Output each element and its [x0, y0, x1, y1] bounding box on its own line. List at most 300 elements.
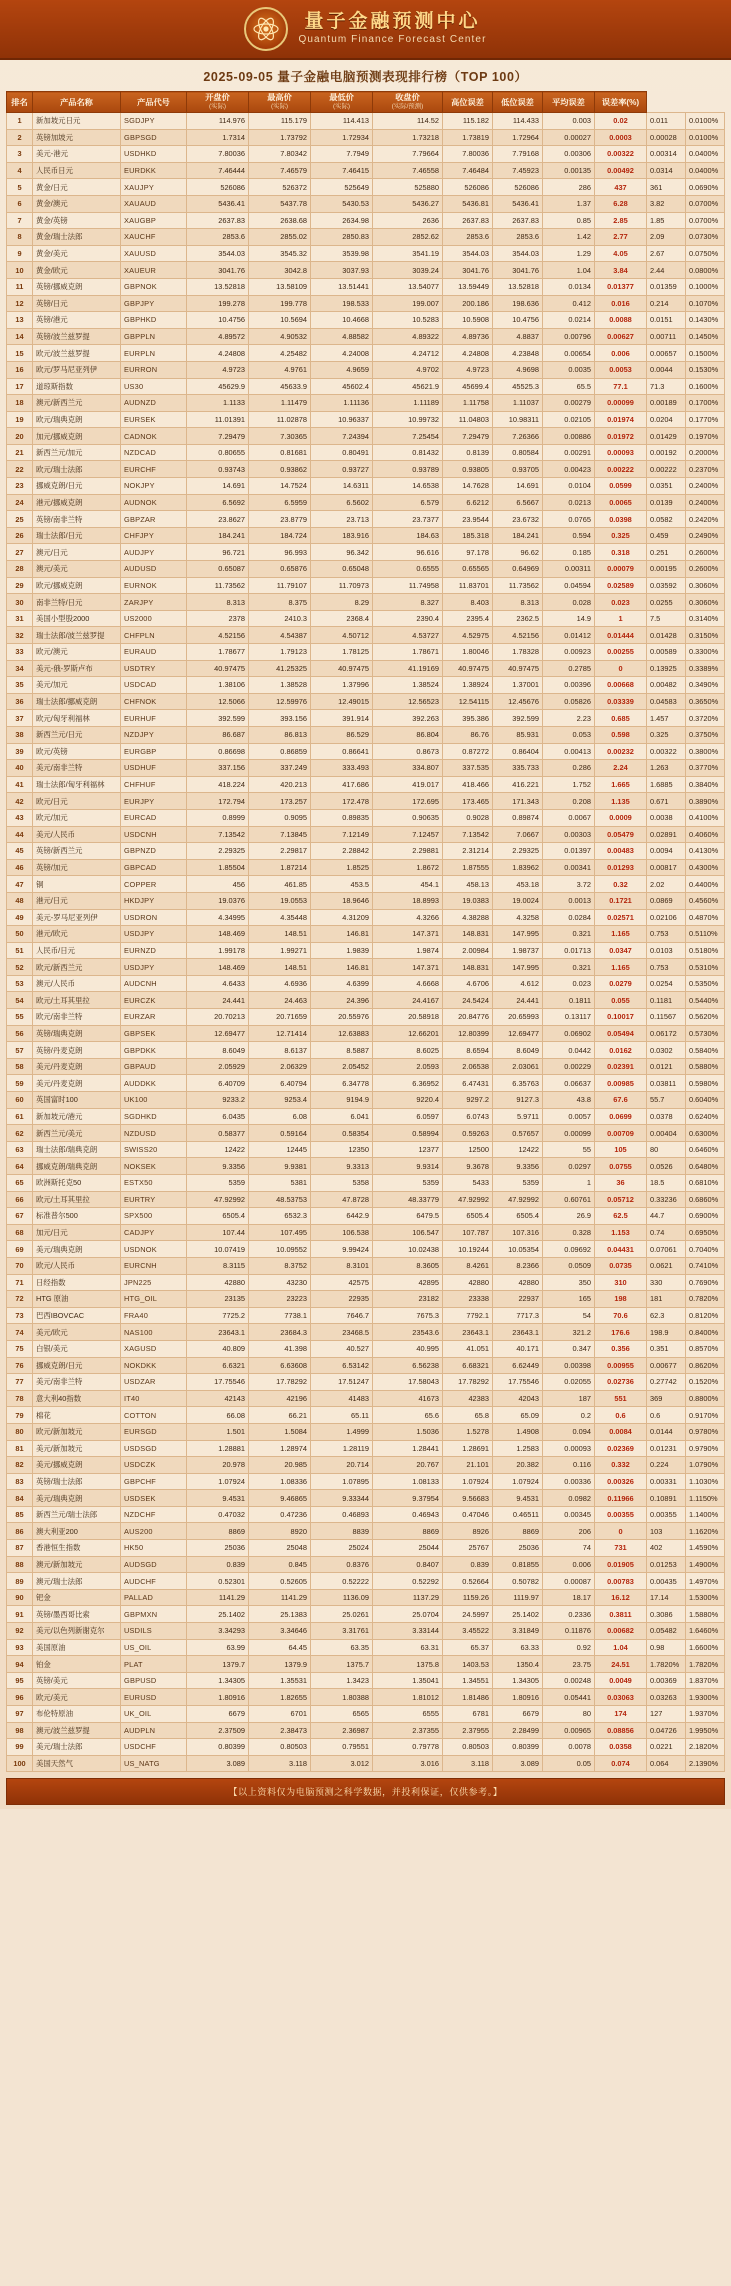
table-row[interactable] [7, 179, 725, 196]
cell-4: 66.21 [249, 1407, 311, 1424]
cell-7: 9297.2 [443, 1092, 493, 1109]
cell-7: 9.3678 [443, 1158, 493, 1175]
cell-11: 330 [647, 1274, 686, 1291]
cell-5: 146.81 [311, 926, 373, 943]
table-row[interactable] [7, 1407, 725, 1424]
cell-1: 钯金 [33, 1589, 121, 1606]
table-row[interactable] [7, 1739, 725, 1756]
table-row[interactable] [7, 494, 725, 511]
cell-11: 0.74 [647, 1224, 686, 1241]
cell-0: 81 [7, 1440, 33, 1457]
cell-1: 澳元/新加坡元 [33, 1556, 121, 1573]
cell-4: 1.08336 [249, 1473, 311, 1490]
cell-2: ZARJPY [121, 594, 187, 611]
column-header-0[interactable] [7, 92, 33, 113]
cell-9: 0.06637 [543, 1075, 595, 1092]
cell-4: 1.11479 [249, 395, 311, 412]
table-row[interactable] [7, 361, 725, 378]
column-header-3[interactable] [187, 92, 249, 113]
cell-5: 65.11 [311, 1407, 373, 1424]
cell-11: 0.00222 [647, 461, 686, 478]
table-row[interactable] [7, 677, 725, 694]
table-row[interactable] [7, 843, 725, 860]
cell-0: 14 [7, 328, 33, 345]
table-row[interactable] [7, 876, 725, 893]
table-row[interactable] [7, 278, 725, 295]
table-row[interactable] [7, 328, 725, 345]
table-row[interactable] [7, 195, 725, 212]
cell-0: 23 [7, 478, 33, 495]
table-row[interactable] [7, 1075, 725, 1092]
table-row[interactable] [7, 1457, 725, 1474]
cell-4: 3.34646 [249, 1623, 311, 1640]
cell-3: 4.89572 [187, 328, 249, 345]
cell-5: 5358 [311, 1175, 373, 1192]
cell-9: 0.00923 [543, 644, 595, 661]
table-row[interactable] [7, 909, 725, 926]
table-row[interactable] [7, 1025, 725, 1042]
table-row[interactable] [7, 594, 725, 611]
cell-2: EURPLN [121, 345, 187, 362]
cell-0: 53 [7, 975, 33, 992]
cell-10: 1.165 [595, 926, 647, 943]
table-row[interactable] [7, 1423, 725, 1440]
cell-10: 0.00483 [595, 843, 647, 860]
column-header-6[interactable] [373, 92, 443, 113]
table-row[interactable] [7, 1125, 725, 1142]
cell-2: NZDJPY [121, 726, 187, 743]
cell-3: 40.809 [187, 1340, 249, 1357]
cell-11: 55.7 [647, 1092, 686, 1109]
column-header-9[interactable] [543, 92, 595, 113]
cell-5: 1.37996 [311, 677, 373, 694]
cell-7: 0.839 [443, 1556, 493, 1573]
column-header-5[interactable] [311, 92, 373, 113]
cell-1: 新加坡元日元 [33, 113, 121, 130]
cell-8: 10.4756 [493, 312, 543, 329]
table-row[interactable] [7, 1257, 725, 1274]
table-row[interactable] [7, 1573, 725, 1590]
cell-8: 1119.97 [493, 1589, 543, 1606]
table-row[interactable] [7, 1208, 725, 1225]
table-row[interactable] [7, 975, 725, 992]
cell-11: 0.00314 [647, 146, 686, 163]
column-header-1[interactable] [33, 92, 121, 113]
table-row[interactable] [7, 378, 725, 395]
table-row[interactable] [7, 444, 725, 461]
cell-3: 1379.7 [187, 1656, 249, 1673]
table-row[interactable] [7, 627, 725, 644]
table-row[interactable] [7, 992, 725, 1009]
cell-2: AUDNZD [121, 395, 187, 412]
cell-8: 8869 [493, 1523, 543, 1540]
cell-7: 2637.83 [443, 212, 493, 229]
table-row[interactable] [7, 826, 725, 843]
cell-2: CHFNOK [121, 693, 187, 710]
cell-12: 0.5110% [686, 926, 725, 943]
cell-9: 0.0213 [543, 494, 595, 511]
table-row[interactable] [7, 312, 725, 329]
cell-6: 0.52292 [373, 1573, 443, 1590]
cell-3: 0.52301 [187, 1573, 249, 1590]
cell-10: 0.00255 [595, 644, 647, 661]
table-row[interactable] [7, 212, 725, 229]
cell-8: 1.37001 [493, 677, 543, 694]
cell-5: 1.80388 [311, 1689, 373, 1706]
cell-3: 2853.6 [187, 229, 249, 246]
column-header-4[interactable] [249, 92, 311, 113]
cell-1: 美元/瑞典克朗 [33, 1490, 121, 1507]
cell-4: 2855.02 [249, 229, 311, 246]
cell-2: GBPPLN [121, 328, 187, 345]
column-header-2[interactable] [121, 92, 187, 113]
cell-5: 20.55976 [311, 1009, 373, 1026]
column-header-label: 高位误差 [451, 97, 484, 107]
cell-5: 7646.7 [311, 1307, 373, 1324]
cell-0: 35 [7, 677, 33, 694]
cell-2: XAUUSD [121, 245, 187, 262]
table-row[interactable] [7, 1672, 725, 1689]
cell-6: 1.35041 [373, 1672, 443, 1689]
cell-1: 欧元/罗马尼亚列伊 [33, 361, 121, 378]
table-row[interactable] [7, 113, 725, 130]
cell-0: 12 [7, 295, 33, 312]
cell-2: EURNOK [121, 577, 187, 594]
cell-7: 1.87555 [443, 859, 493, 876]
cell-10: 0.325 [595, 527, 647, 544]
table-row[interactable] [7, 245, 725, 262]
table-row[interactable] [7, 1639, 725, 1656]
table-row[interactable] [7, 660, 725, 677]
table-row[interactable] [7, 162, 725, 179]
table-row[interactable] [7, 544, 725, 561]
cell-4: 393.156 [249, 710, 311, 727]
cell-10: 0.00955 [595, 1357, 647, 1374]
table-row[interactable] [7, 809, 725, 826]
cell-9: 165 [543, 1291, 595, 1308]
cell-5: 7.24394 [311, 428, 373, 445]
cell-4: 0.65876 [249, 561, 311, 578]
cell-5: 42575 [311, 1274, 373, 1291]
table-row[interactable] [7, 1108, 725, 1125]
cell-4: 0.81681 [249, 444, 311, 461]
table-row[interactable] [7, 478, 725, 495]
table-row[interactable] [7, 1755, 725, 1772]
column-header-8[interactable] [493, 92, 543, 113]
cell-3: 7.46444 [187, 162, 249, 179]
column-header-7[interactable] [443, 92, 493, 113]
cell-6: 17.58043 [373, 1374, 443, 1391]
table-row[interactable] [7, 1340, 725, 1357]
table-row[interactable] [7, 428, 725, 445]
cell-5: 333.493 [311, 760, 373, 777]
table-row[interactable] [7, 942, 725, 959]
cell-7: 5433 [443, 1175, 493, 1192]
table-row[interactable] [7, 1241, 725, 1258]
cell-11: 0.00482 [647, 677, 686, 694]
table-row[interactable] [7, 527, 725, 544]
cell-6: 2390.4 [373, 610, 443, 627]
cell-5: 11.70973 [311, 577, 373, 594]
cell-0: 24 [7, 494, 33, 511]
cell-8: 23.6732 [493, 511, 543, 528]
cell-4: 337.249 [249, 760, 311, 777]
table-row[interactable] [7, 1490, 725, 1507]
table-row[interactable] [7, 1706, 725, 1723]
cell-9: 0.0982 [543, 1490, 595, 1507]
cell-6: 23.7377 [373, 511, 443, 528]
table-row[interactable] [7, 1440, 725, 1457]
table-row[interactable] [7, 345, 725, 362]
cell-2: GBPNOK [121, 278, 187, 295]
cell-4: 12445 [249, 1141, 311, 1158]
table-row[interactable] [7, 1274, 725, 1291]
cell-9: 0.00303 [543, 826, 595, 843]
cell-2: GBPUSD [121, 1672, 187, 1689]
cell-2: EURDKK [121, 162, 187, 179]
table-row[interactable] [7, 1523, 725, 1540]
cell-10: 70.6 [595, 1307, 647, 1324]
cell-12: 0.4870% [686, 909, 725, 926]
cell-5: 9.3313 [311, 1158, 373, 1175]
cell-11: 0.04726 [647, 1722, 686, 1739]
cell-0: 69 [7, 1241, 33, 1258]
table-row[interactable] [7, 1473, 725, 1490]
table-row[interactable] [7, 461, 725, 478]
table-row[interactable] [7, 1307, 725, 1324]
table-row[interactable] [7, 1374, 725, 1391]
table-row[interactable] [7, 892, 725, 909]
table-row[interactable] [7, 1291, 725, 1308]
table-row[interactable] [7, 1141, 725, 1158]
table-row[interactable] [7, 1506, 725, 1523]
cell-11: 0.0302 [647, 1042, 686, 1059]
table-row[interactable] [7, 1722, 725, 1739]
cell-6: 0.79778 [373, 1739, 443, 1756]
cell-9: 0.094 [543, 1423, 595, 1440]
cell-10: 176.6 [595, 1324, 647, 1341]
cell-4: 9253.4 [249, 1092, 311, 1109]
table-row[interactable] [7, 793, 725, 810]
table-row[interactable] [7, 926, 725, 943]
cell-11: 0.02106 [647, 909, 686, 926]
cell-10: 0.0599 [595, 478, 647, 495]
cell-1: 港元/欧元 [33, 926, 121, 943]
cell-11: 80 [647, 1141, 686, 1158]
cell-5: 1.4999 [311, 1423, 373, 1440]
cell-9: 0.328 [543, 1224, 595, 1241]
cell-9: 0.2 [543, 1407, 595, 1424]
cell-7: 10.19244 [443, 1241, 493, 1258]
table-row[interactable] [7, 644, 725, 661]
cell-6: 41.19169 [373, 660, 443, 677]
cell-8: 12422 [493, 1141, 543, 1158]
cell-12: 0.3300% [686, 644, 725, 661]
cell-11: 0.251 [647, 544, 686, 561]
table-row[interactable] [7, 146, 725, 163]
cell-3: 42880 [187, 1274, 249, 1291]
table-row[interactable] [7, 262, 725, 279]
table-row[interactable] [7, 1058, 725, 1075]
cell-7: 1.38924 [443, 677, 493, 694]
cell-3: 14.691 [187, 478, 249, 495]
cell-6: 13.54077 [373, 278, 443, 295]
cell-5: 12.63883 [311, 1025, 373, 1042]
cell-0: 38 [7, 726, 33, 743]
cell-3: 8.6049 [187, 1042, 249, 1059]
cell-10: 16.12 [595, 1589, 647, 1606]
cell-10: 0.0735 [595, 1257, 647, 1274]
cell-1: 澳元/瑞士法郎 [33, 1573, 121, 1590]
table-row[interactable] [7, 1357, 725, 1374]
table-row[interactable] [7, 726, 725, 743]
table-row[interactable] [7, 610, 725, 627]
table-row[interactable] [7, 295, 725, 312]
cell-7: 7792.1 [443, 1307, 493, 1324]
cell-7: 97.178 [443, 544, 493, 561]
cell-6: 106.547 [373, 1224, 443, 1241]
cell-4: 4.25482 [249, 345, 311, 362]
table-row[interactable] [7, 1589, 725, 1606]
table-row[interactable] [7, 959, 725, 976]
table-row[interactable] [7, 1623, 725, 1640]
cell-5: 0.89835 [311, 809, 373, 826]
cell-2: GBPAUD [121, 1058, 187, 1075]
table-row[interactable] [7, 1042, 725, 1059]
cell-10: 0.0358 [595, 1739, 647, 1756]
cell-2: PALLAD [121, 1589, 187, 1606]
cell-2: XAUCHF [121, 229, 187, 246]
cell-12: 0.0800% [686, 262, 725, 279]
cell-6: 0.6555 [373, 561, 443, 578]
table-row[interactable] [7, 511, 725, 528]
cell-5: 172.478 [311, 793, 373, 810]
cell-4: 148.51 [249, 926, 311, 943]
cell-6: 0.81432 [373, 444, 443, 461]
cell-6: 7.46558 [373, 162, 443, 179]
table-row[interactable] [7, 1009, 725, 1026]
table-row[interactable] [7, 776, 725, 793]
cell-11: 0.0103 [647, 942, 686, 959]
cell-4: 9.9381 [249, 1158, 311, 1175]
table-row[interactable] [7, 1656, 725, 1673]
cell-4: 107.495 [249, 1224, 311, 1241]
cell-8: 1.98737 [493, 942, 543, 959]
cell-7: 0.9028 [443, 809, 493, 826]
cell-5: 0.8376 [311, 1556, 373, 1573]
table-row[interactable] [7, 1224, 725, 1241]
table-row[interactable] [7, 129, 725, 146]
table-row[interactable] [7, 1540, 725, 1557]
cell-2: USDCNH [121, 826, 187, 843]
cell-4: 5437.78 [249, 195, 311, 212]
cell-11: 0.0204 [647, 411, 686, 428]
table-row[interactable] [7, 1158, 725, 1175]
cell-0: 42 [7, 793, 33, 810]
cell-0: 39 [7, 743, 33, 760]
cell-2: EURCZK [121, 992, 187, 1009]
cell-12: 0.8570% [686, 1340, 725, 1357]
table-row[interactable] [7, 411, 725, 428]
cell-11: 0.0144 [647, 1423, 686, 1440]
cell-0: 73 [7, 1307, 33, 1324]
cell-2: IT40 [121, 1390, 187, 1407]
cell-6: 184.63 [373, 527, 443, 544]
cell-10: 0.055 [595, 992, 647, 1009]
cell-5: 8.5887 [311, 1042, 373, 1059]
cell-2: USDCZK [121, 1457, 187, 1474]
cell-9: 0.00248 [543, 1672, 595, 1689]
cell-2: ESTX50 [121, 1175, 187, 1192]
table-row[interactable] [7, 760, 725, 777]
table-row[interactable] [7, 561, 725, 578]
cell-11: 0.00589 [647, 644, 686, 661]
cell-8: 5359 [493, 1175, 543, 1192]
table-row[interactable] [7, 1092, 725, 1109]
cell-5: 6.53142 [311, 1357, 373, 1374]
cell-5: 6.5602 [311, 494, 373, 511]
table-row[interactable] [7, 1324, 725, 1341]
cell-2: COTTON [121, 1407, 187, 1424]
cell-11: 0.00435 [647, 1573, 686, 1590]
cell-3: 7.29479 [187, 428, 249, 445]
table-row[interactable] [7, 859, 725, 876]
column-header-10[interactable] [595, 92, 647, 113]
cell-10: 0.0065 [595, 494, 647, 511]
table-row[interactable] [7, 1175, 725, 1192]
table-row[interactable] [7, 229, 725, 246]
cell-11: 62.3 [647, 1307, 686, 1324]
cell-5: 40.527 [311, 1340, 373, 1357]
cell-8: 1.2583 [493, 1440, 543, 1457]
cell-8: 2362.5 [493, 610, 543, 627]
cell-8: 2.29325 [493, 843, 543, 860]
table-row[interactable] [7, 1689, 725, 1706]
page-subtitle: 2025-09-05 量子金融电脑预测表现排行榜（TOP 100） [203, 70, 528, 84]
cell-3: 11.73562 [187, 577, 249, 594]
cell-8: 6.35763 [493, 1075, 543, 1092]
cell-10: 0.00668 [595, 677, 647, 694]
cell-1: 铜 [33, 876, 121, 893]
cell-2: AUDNOK [121, 494, 187, 511]
table-row[interactable] [7, 710, 725, 727]
table-row[interactable] [7, 1556, 725, 1573]
cell-0: 67 [7, 1208, 33, 1225]
cell-2: USDILS [121, 1623, 187, 1640]
table-row[interactable] [7, 1606, 725, 1623]
cell-8: 2.03061 [493, 1058, 543, 1075]
table-row[interactable] [7, 577, 725, 594]
cell-8: 0.50782 [493, 1573, 543, 1590]
cell-5: 9.99424 [311, 1241, 373, 1258]
cell-9: 0.00306 [543, 146, 595, 163]
table-row[interactable] [7, 743, 725, 760]
cell-0: 60 [7, 1092, 33, 1109]
cell-8: 47.92992 [493, 1191, 543, 1208]
table-row[interactable] [7, 693, 725, 710]
table-row[interactable] [7, 395, 725, 412]
table-row[interactable] [7, 1191, 725, 1208]
cell-5: 20.714 [311, 1457, 373, 1474]
cell-9: 350 [543, 1274, 595, 1291]
cell-0: 72 [7, 1291, 33, 1308]
cell-11: 0.1181 [647, 992, 686, 1009]
cell-2: USDCAD [121, 677, 187, 694]
cell-7: 17.78292 [443, 1374, 493, 1391]
cell-11: 2.67 [647, 245, 686, 262]
table-row[interactable] [7, 1390, 725, 1407]
cell-3: 1141.29 [187, 1589, 249, 1606]
